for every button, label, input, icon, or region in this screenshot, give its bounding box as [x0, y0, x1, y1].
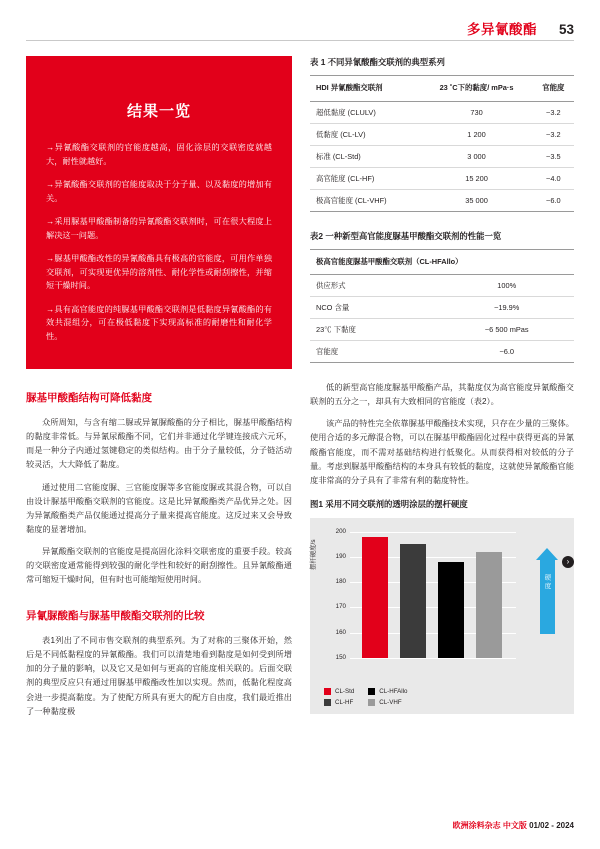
left-column [26, 56, 292, 727]
table-cell: ~19.9% [439, 297, 574, 319]
arrow-up-icon [536, 548, 558, 560]
pendulum-hardness-chart [310, 518, 574, 714]
table-row [310, 145, 574, 167]
legend-label: CL-VHF [379, 698, 402, 706]
column-header: 官能度 [533, 76, 574, 101]
arrow-label: 硬度 [543, 573, 551, 591]
legend-swatch-icon [368, 688, 375, 695]
list-item: →脲基甲酸酯改性的异氰酸酯具有极高的官能度，可用作单独交联剂，可实现更优异的溶剂性、耐化学性或耐刮擦性，并缩短干燥时间。 [46, 254, 272, 291]
y-tick-label: 180 [335, 578, 346, 586]
table1-caption: 表 1 不同异氰酸酯交联剂的典型系列 [310, 57, 445, 67]
chart-bar [362, 537, 388, 658]
table-cell: ~3.5 [533, 145, 574, 167]
list-item: →异氰酸酯交联剂的官能度取决于分子量、以及黏度的增加有关。 [46, 180, 272, 203]
table-cell: ~6 500 mPas [439, 319, 574, 341]
legend-label: CL-HFAllo [379, 687, 408, 695]
legend-label: CL-HF [335, 698, 354, 706]
table-row [310, 341, 574, 363]
y-tick-label: 200 [335, 527, 346, 535]
column-header: 23 ˚C下的黏度/ mPa·s [420, 76, 532, 101]
table-header-row [310, 249, 574, 274]
list-item: →具有高官能度的纯脲基甲酸酯交联剂是低黏度异氰酸酯的有效共混组分，可在极低黏度下实现高标准的耐磨性和耐化学性。 [46, 304, 272, 341]
y-tick-label: 150 [335, 653, 346, 661]
table-row [310, 297, 574, 319]
paragraph: 通过使用二官能度脲、三官能度脲等多官能度脲或其混合物，可以自由设计脲基甲酸酯交联剂的官能度。这是比异氰酸酯类产品优异之处。因为异氰酸酯类产品仅能通过提高分子量来提高官能度。这反过来又会导致黏度的显著增加。 [26, 482, 292, 534]
table-row [310, 123, 574, 145]
gridline [350, 658, 516, 659]
footer-journal: 欧洲涂料杂志 [452, 821, 501, 830]
page-header [467, 18, 574, 38]
paragraph: 低的新型高官能度脲基甲酸酯产品，其黏度仅为高官能度异氰酸酯交联剂的五分之一，却具有大致相同的官能度（表2）。 [310, 383, 574, 407]
chart-bar [476, 552, 502, 658]
chart-plot-area [335, 527, 516, 661]
legend-swatch-icon [324, 699, 331, 706]
paragraph: 众所周知，与含有缩二脲或异氰脲酸酯的分子相比，脲基甲酸酯结构的黏度非常低。与异氰尿酸酯不同，它们并非通过化学键连接成六元环，而是一种分子内通过氢键稳定的类似结构。由于分子量较低，分子链活动较灵活，大大降低了黏度。 [26, 418, 292, 470]
table2-caption: 表2 一种新型高官能度脲基甲酸酯交联剂的性能一览 [310, 230, 502, 241]
table-cell: 标准 (CL-Std) [310, 145, 420, 167]
arrow-body [540, 560, 555, 634]
column-header: HDI 异氰酸酯交联剂 [310, 76, 420, 101]
chart-bar [400, 544, 426, 657]
table-cell: 3 000 [420, 145, 532, 167]
legend-label: CL-Std [335, 687, 355, 695]
table-header-row [310, 76, 574, 101]
legend-swatch-icon [368, 699, 375, 706]
table-cell: ~6.0 [439, 341, 574, 363]
table-cell: NCO 含量 [310, 297, 439, 319]
summary-box [26, 56, 292, 369]
y-tick-label: 190 [335, 553, 346, 561]
page-marker-icon: › [562, 556, 574, 568]
table-row [310, 275, 574, 297]
table-cell: ~6.0 [533, 189, 574, 211]
table-cell: 15 200 [420, 167, 532, 189]
y-tick-label: 170 [335, 603, 346, 611]
section-heading-1: 脲基甲酸酯结构可降低黏度 [26, 392, 152, 405]
summary-list [46, 141, 272, 343]
hardness-arrow-annotation [536, 548, 558, 634]
table-cell: 23℃ 下黏度 [310, 319, 439, 341]
gridline [350, 532, 516, 533]
header-page-number: 53 [558, 22, 574, 37]
figure-caption: 图1 采用不同交联剂的透明涂层的摆杆硬度 [310, 498, 468, 509]
table-cell: 低黏度 (CL-LV) [310, 123, 420, 145]
table-cell: ~4.0 [533, 167, 574, 189]
footer-edition: 中文版 [502, 821, 527, 830]
table-cell: ~3.2 [533, 123, 574, 145]
header-title: 多异氰酸酯 [466, 22, 537, 37]
paragraph: 异氰酸酯交联剂的官能度是提高固化涂料交联密度的重要手段。较高的交联密度通常能得到较强的耐化学性和较好的耐刮擦性。且异氰酸酯通常可缩短干燥时间，但有时也可能缩短使用时间。 [26, 547, 292, 585]
table-cell: ~3.2 [533, 101, 574, 123]
legend-item [324, 688, 354, 695]
column-header: 极高官能度脲基甲酸酯交联剂（CL-HFAllo） [310, 249, 574, 274]
summary-title: 结果一览 [126, 103, 191, 120]
page-footer [453, 820, 574, 831]
table-cell: 35 000 [420, 189, 532, 211]
right-column [310, 56, 574, 714]
table-cell: 极高官能度 (CL-VHF) [310, 189, 420, 211]
chart-y-axis-label: 摆杆硬度/s [310, 539, 317, 570]
table-hfallo-properties [310, 249, 574, 363]
paragraph: 该产品的特性完全依靠脲基甲酸酯技术实现，只存在少量的三聚体。使用合适的多元醇混合物，可以在脲基甲酸酯固化过程中获得更高的异氰酸酯官能度，而不需对基础结构进行低聚化。从而获得相对较低的分子量。考虑到脲基甲酸酯结构的本身具有较低的黏度，这就使异氰酸酯官能度非常高的分子具有了非常有利的黏度特性。 [310, 419, 574, 485]
legend-swatch-icon [324, 688, 331, 695]
table-cell: 供应形式 [310, 275, 439, 297]
legend-item [368, 688, 407, 695]
chart-bar [438, 562, 464, 658]
legend-item [368, 699, 407, 706]
list-item: →异氰酸酯交联剂的官能度越高，固化涂层的交联密度就越大，耐性就越好。 [46, 143, 272, 166]
legend-item [324, 699, 354, 706]
table-row [310, 101, 574, 123]
chart-legend [324, 688, 407, 706]
table-cell: 1 200 [420, 123, 532, 145]
list-item: →采用脲基甲酸酯制备的异氰酸酯交联剂时，可在很大程度上解决这一问题。 [46, 217, 272, 240]
table-cell: 高官能度 (CL-HF) [310, 167, 420, 189]
table-cell: 100% [439, 275, 574, 297]
table-crosslinker-series [310, 75, 574, 211]
table-cell: 730 [420, 101, 532, 123]
footer-issue: 01/02 - 2024 [529, 821, 574, 830]
section-heading-2: 异氰脲酸酯与脲基甲酸酯交联剂的比较 [26, 610, 205, 623]
table-row [310, 319, 574, 341]
table-row [310, 189, 574, 211]
header-divider [26, 40, 574, 41]
paragraph: 表1列出了不同市售交联剂的典型系列。为了对称的三聚体开始，然后是不同低黏程度的异氰酸酯。我们可以清楚地看到黏度是如何受到所增加的分子量的影响，以及它又是如何与更高的官能度相关联的。后面交联剂的典型反应只有通过用脲基甲酸酯改性加以实现。然而，低黏化程度高会进一步提高黏度。为了使配方所具有更大的配方自由度，我们最近推出了一种黏度极 [26, 636, 292, 716]
table-row [310, 167, 574, 189]
y-tick-label: 160 [335, 628, 346, 636]
table-cell: 超低黏度 (CLULV) [310, 101, 420, 123]
table-cell: 官能度 [310, 341, 439, 363]
